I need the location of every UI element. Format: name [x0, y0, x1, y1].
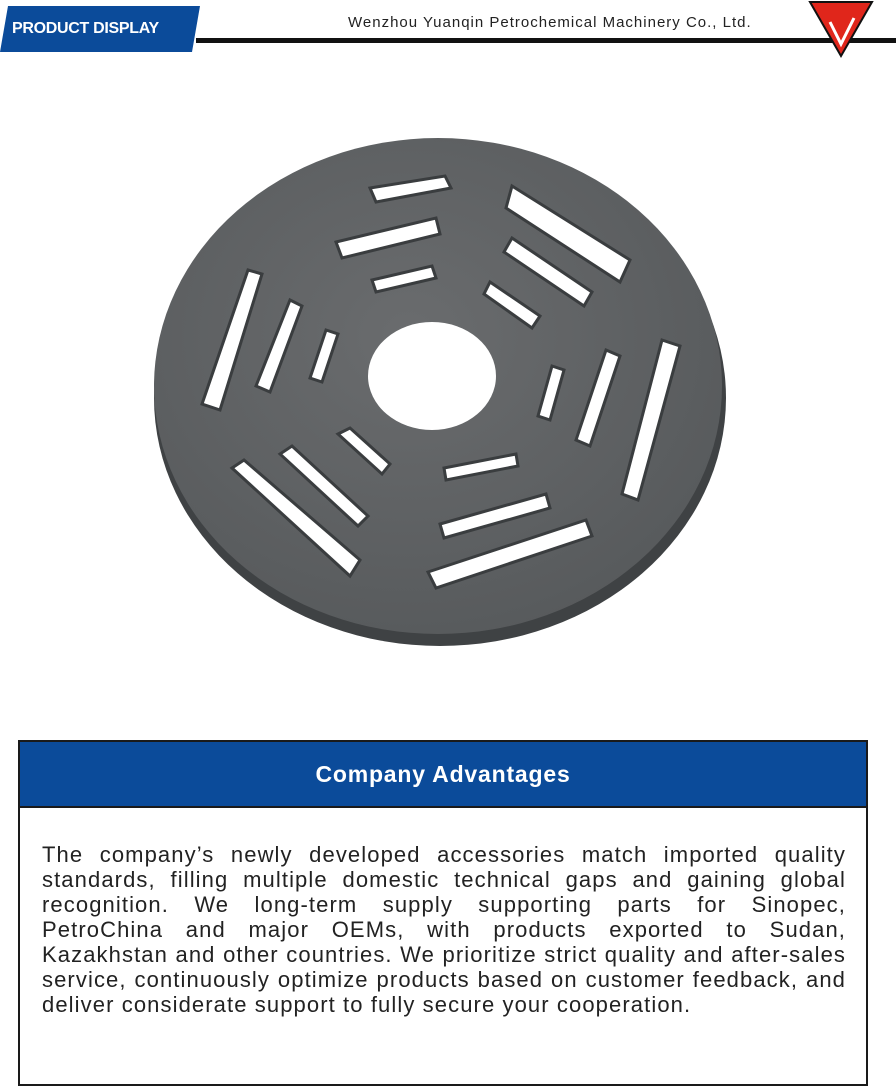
header-divider: [196, 38, 896, 43]
page-header: [0, 0, 896, 70]
panel-header: [20, 742, 866, 808]
panel-title: Company Advantages: [315, 760, 571, 787]
company-name: Wenzhou Yuanqin Petrochemical Machinery Co., Ltd.: [348, 14, 752, 31]
panel-body-text: The company’s newly developed accessories match imported quality standards, filling multiple domestic technical gaps and gaining global recognition. We long-term supply supporting parts for Sinopec, PetroChina and major OEMs, with products exported to Sudan, Kazakhstan and other countries. We prioritize strict quality and after-sales service, continuously optimize products based on customer feedback, and deliver considerate support to fully secure your cooperation.: [42, 842, 846, 1017]
product-display-tag: [0, 6, 200, 52]
product-image: [140, 120, 740, 660]
v-triangle-logo-icon: [808, 0, 874, 60]
valve-plate-image: [140, 120, 740, 660]
company-advantages-panel: [18, 740, 868, 1086]
tag-label: PRODUCT DISPLAY: [12, 20, 159, 37]
